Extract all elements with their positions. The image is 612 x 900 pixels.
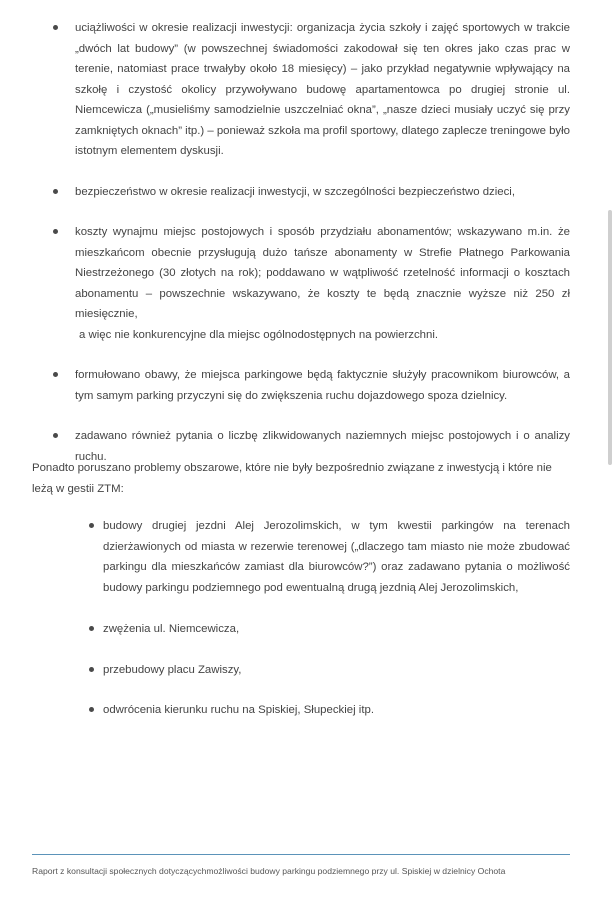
list-item	[75, 365, 570, 406]
list-item-text: budowy drugiej jezdni Alej Jerozolimskich, w tym kwestii parkingów na terenach dzierżawionych od miasta w rezerwie terenowej („dlaczego tam miasto nie może zbudować parkingu dla mieszkańców zamiast dla biurowców?”) oraz zadawano pytania o możliwość budowy parkingu podziemnego pod ewentualną drugą jezdnią Alej Jerozolimskich,	[103, 520, 570, 594]
list-item-text: odwrócenia kierunku ruchu na Spiskiej, Słupeckiej itp.	[103, 704, 374, 716]
bullet-icon	[53, 25, 58, 30]
list-item-text-continuation: a więc nie konkurencyjne dla miejsc ogólnodostępnych na powierzchni.	[79, 328, 439, 341]
list-item	[75, 222, 570, 345]
bullet-icon	[53, 433, 58, 438]
list-item	[103, 660, 570, 681]
list-item-text: koszty wynajmu miejsc postojowych i sposób przydziału abonamentów; wskazywano m.in. że mieszkańcom obecnie przysługują dużo tańsze abonamenty w Strefie Płatnego Parkowania Niestrzeżonego (30 złotych na rok); poddawano w wątpliwość rzetelność informacji o kosztach abonamentu – powszechnie wskazywano, że koszty te będą znacznie wyższe niż 250 zł miesięcznie,	[75, 226, 570, 320]
bullet-icon	[89, 626, 94, 631]
list-item-text: uciążliwości w okresie realizacji inwestycji: organizacja życia szkoły i zajęć sportowych w trakcie „dwóch lat budowy” (w powszechnej świadomości zakodował się ten okres jako czas prac w terenie, natomiast prace trwałyby około 18 miesięcy) – jako przykład negatywnie wpływający na szkołę i czystość okolicy przywoływano budowę apartamentowca po drugiej stronie ul. Niemcewicza („musieliśmy samodzielnie uszczelniać okna”, „nasze dzieci musiały uczyć się przy zamkniętych oknach” itp.) – ponieważ szkoła ma profil sportowy, dlatego zaplecze treningowe było istotnym elementem dyskusji.	[75, 22, 570, 157]
list-item-text: zwężenia ul. Niemcewicza,	[103, 623, 240, 635]
bullet-icon	[89, 667, 94, 672]
list-item	[75, 182, 570, 203]
bullet-icon	[89, 523, 94, 528]
bullet-icon	[53, 189, 58, 194]
bullet-icon	[89, 707, 94, 712]
footer-caption: Raport z konsultacji społecznych dotyczącychmożliwości budowy parkingu podziemnego przy ul. Spiskiej w dzielnicy Ochota	[32, 866, 506, 876]
list-item	[103, 516, 570, 598]
scrollbar[interactable]	[608, 210, 612, 465]
list-item	[103, 619, 570, 640]
list-item	[103, 700, 570, 721]
body-paragraph: Ponadto poruszano problemy obszarowe, które nie były bezpośrednio związane z inwestycją i które nie leżą w gestii ZTM:	[32, 462, 552, 495]
list-item-text: przebudowy placu Zawiszy,	[103, 663, 242, 676]
footer-divider	[32, 854, 570, 855]
area-issues-list	[103, 516, 570, 721]
list-item-text: zadawano również pytania o liczbę zlikwidowanych naziemnych miejsc postojowych i o analizy ruchu.	[75, 430, 570, 463]
list-item	[75, 18, 570, 162]
list-item-text: bezpieczeństwo w okresie realizacji inwestycji, w szczególności bezpieczeństwo dzieci,	[75, 185, 515, 198]
concerns-list	[75, 18, 570, 467]
bullet-icon	[53, 229, 58, 234]
list-item-text: formułowano obawy, że miejsca parkingowe będą faktycznie służyły pracownikom biurowców, a tym samym parking przyczyni się do zwiększenia ruchu dojazdowego spoza dzielnicy.	[75, 369, 570, 402]
bullet-icon	[53, 372, 58, 377]
